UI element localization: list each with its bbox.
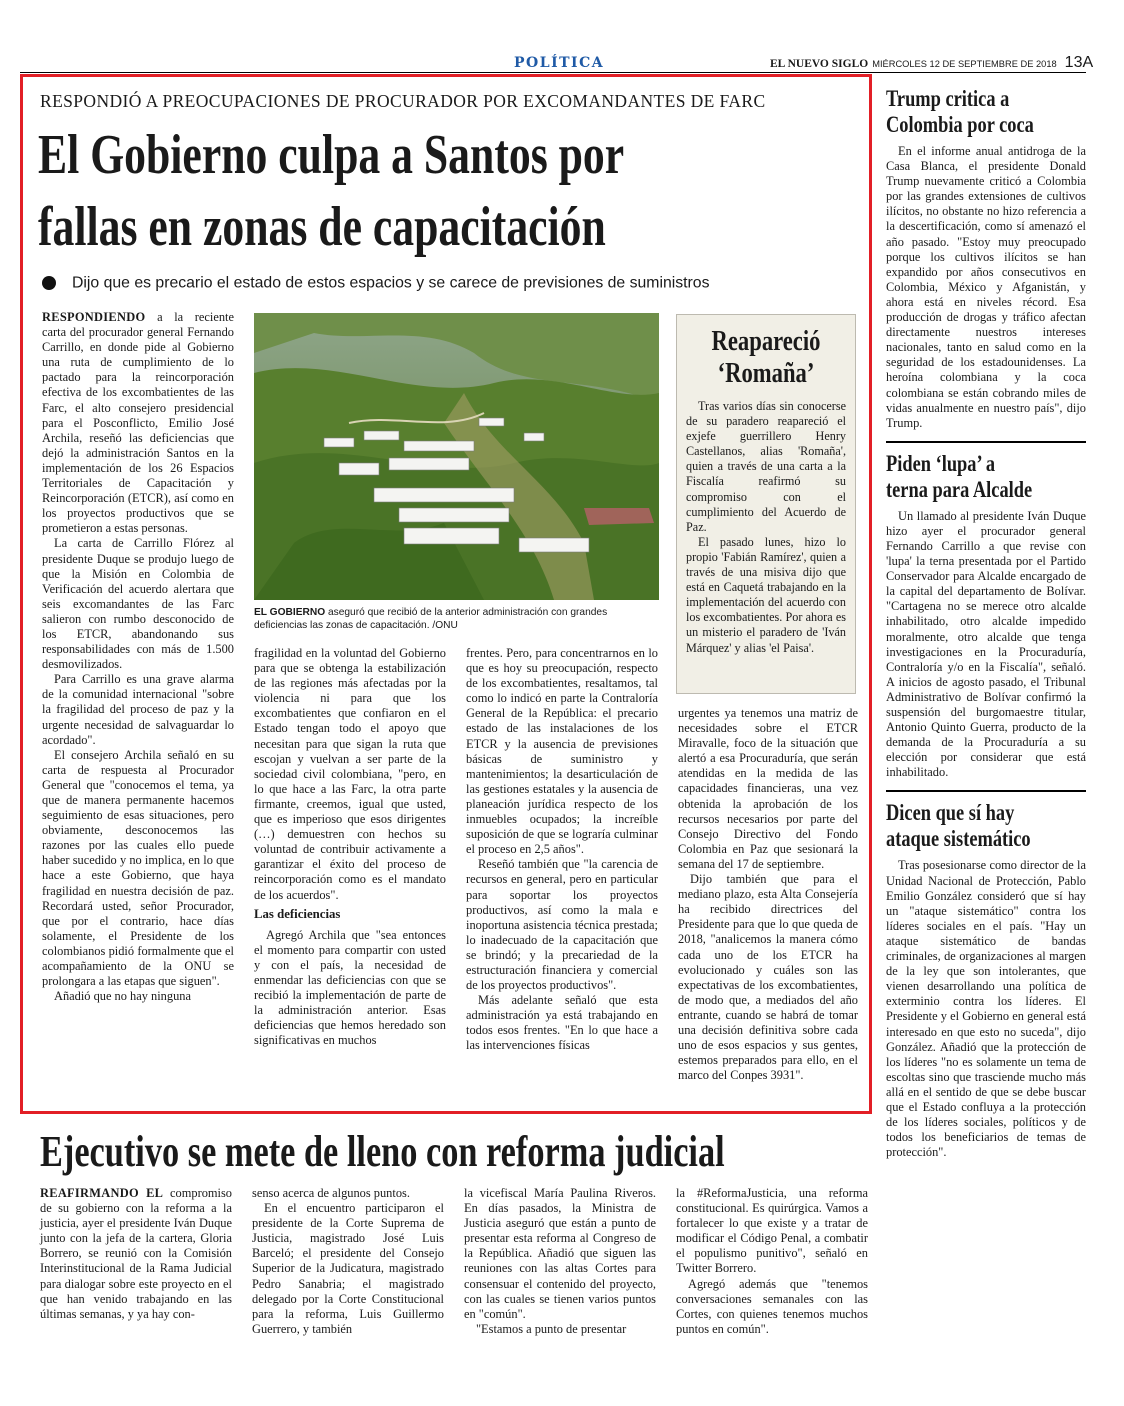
paragraph: Agregó Archila que "sea entonces el momento para compartir con usted y con el país, la necesidad de enmendar las deficiencias con que se recibió la implementación de parte de la administración anterior. Esas deficiencias que hemos heredado son significativas en muchos <box>254 927 446 1048</box>
subheading: Las deficiencias <box>254 906 341 921</box>
headline-line-2: fallas en zonas de capacitación <box>38 196 606 258</box>
headline-line-1: El Gobierno culpa a Santos por <box>38 124 625 186</box>
article-col-2 <box>254 646 446 1048</box>
landscape-illustration <box>254 313 659 600</box>
deck-text: Dijo que es precario el estado de estos espacios y se carece de previsiones de suministros <box>72 274 710 292</box>
lead-in: RESPONDIENDO <box>42 310 146 324</box>
brief-body: Un llamado al presidente Iván Duque hizo ayer el procurador general Fernando Carrillo a que revise con 'lupa' la terna presentada por el Partido Conservador para Alcalde encargado de la capital del departamento de Bolívar. "Cartagena no se merece otro alcalde inhabilitado, otro alcalde impedido moralmente, otro alcalde que tenga investigaciones en la Procuraduría, Contraloría y/o en la Fiscalía", señaló. A inicios de agosto pasado, el Tribunal Administrativo de Bolívar confirmó la suspensión del burgomaestre titular, Antonio Quinto Guerra, producto de la demanda de la Procuraduría a su elección por considerar que está inhabilitado. <box>886 508 1086 780</box>
paragraph: Para Carrillo es una grave alarma de la comunidad internacional "sobre la fragilidad del proceso de paz y la urgente necesidad de salvaguardar lo acordado". <box>42 672 234 747</box>
right-column <box>886 86 1086 1160</box>
page-number: 13A <box>1064 54 1094 71</box>
brief-title-line-2: terna para Alcalde <box>886 476 1033 502</box>
paragraph: La carta de Carrillo Flórez al presidente Duque se produjo luego de que la Misión en Colombia de Verificación del acuerdo alertara que seis excomandantes de las Farc salieron con rumbo desconocido de los ETCR, abandonando sus responsabilidades con más de 1.500 desmovilizados. <box>42 536 234 672</box>
brief-title-line-1: Trump critica a <box>886 86 1010 111</box>
paragraph: a la reciente carta del procurador general Fernando Carrillo, en donde pide al Gobierno una ruta de cumplimiento de lo pactado para la reincorporación efectiva de los excombatientes de las Farc, el alto consejero presidencial para el Posconflicto, Emilio José Archila, reseñó las deficiencias que dejó la administración Santos en la implementación de los 26 Espacios Territoriales de Capacitación y Reincorporación (ETCR), así como en los proyectos productivos que se prometieron a estas personas. <box>42 310 234 536</box>
masthead-rule <box>20 72 1086 73</box>
paragraph: Más adelante señaló que esta administración ya está trabajando en todos esos frentes. "En lo que hace a las intervenciones físicas <box>466 993 658 1053</box>
paragraph: senso acerca de algunos puntos. <box>252 1186 410 1200</box>
paragraph: frentes. Pero, para concentrarnos en lo que es hoy su preocupación, respecto de los excombatientes, resaltamos, tal como lo indicó en parte la Contraloría General de la República: el precario estado de las instalaciones de los ETCR y la ausencia de previsiones básicas de suministro y mantenimientos; la desarticulación de las gestiones estatales y la ausencia de planeación jurídica respecto de los inmuebles ocupados; la increíble suposición de que se lograría culminar el proceso en 2,5 años". <box>466 646 658 857</box>
paragraph: Reseñó también que "la carencia de recursos en general, pero en particular para soportar los proyectos productivos, así como la mala e inoportuna asistencia técnica prestada; lo inadecuado de la capacitación que se brindó; y la precariedad de la estructuración financiera y comercial de los proyectos productivos". <box>466 857 658 993</box>
brief-title-line-1: Dicen que sí hay <box>886 800 1015 826</box>
paragraph: Dijo también que para el mediano plazo, esta Alta Consejería ha recibido directrices del Presidente para que lo que queda de 2018, "analicemos la manera cómo cada uno de los ETCR ha evolucionado y cuáles son las expectativas de los excombatientes, de modo que, a mediados del año entrante, cuando se habrá de tomar una decisión definitiva sobre cada uno de esos espacios y sus gentes, estemos preparados para ello, en el marco del Conpes 3931". <box>678 872 858 1083</box>
article-col-4 <box>678 706 858 1083</box>
paragraph: Agregó además que "tenemos conversaciones semanales con las Cortes, con quienes tenemos muchos puntos en común". <box>676 1276 868 1336</box>
caption-text: aseguró que recibió de la anterior administración con grandes deficiencias las zonas de capacitación. /ONU <box>254 607 608 631</box>
brief-body: Tras posesionarse como director de la Unidad Nacional de Protección, Pablo Emilio González consideró que sí hay un "ataque sistemático" contra los líderes sociales en el país. "Hay un ataque sistemático de bandas criminales, de organizaciones al margen de la ley que son intolerantes, que vienen desarrollando una política de exterminio contra los líderes. El Presidente y el Gobierno en general está interesado en que esto no suceda", dijo González. Añadió que la protección de los líderes "no es solamente un tema de escoltas sino que trasciende mucho más allá en el sentido de que se debe buscar que el Estado confluya a la protección de los líderes sociales, políticos y de todos los beneficiarios de temas de protección". <box>886 858 1086 1160</box>
paragraph: urgentes ya tenemos una matriz de necesidades sobre el ETCR Miravalle, foco de la situación que alertó a esa Procuraduría, que serán atendidas en la medida de las capacidades financieras, una vez obtenida la aprobación de los recursos necesarios por parte del Consejo Directivo del Fondo Colombia en Paz que sesionará la semana del 17 de septiembre. <box>678 706 858 871</box>
kicker: RESPONDIÓ A PREOCUPACIONES DE PROCURADOR POR EXCOMANDANTES DE FARC <box>40 91 766 111</box>
paper-name: EL NUEVO SIGLO <box>770 58 869 70</box>
bottom-col-3 <box>464 1186 656 1337</box>
article-col-1 <box>42 310 234 1004</box>
bottom-col-1 <box>40 1186 232 1322</box>
bullet-dot <box>42 276 56 290</box>
masthead <box>770 54 1093 72</box>
deck <box>42 274 709 292</box>
brief-divider <box>886 790 1086 792</box>
paragraph: fragilidad en la voluntad del Gobierno para que se obtenga la estabilización de las regiones más afectadas por la violencia ni para que los excombatientes que confiaron en el Estado tengan todo el apoyo que necesitan para que sigan la ruta que escojan y vuelvan a ser parte de la sociedad civil colombiana, "pero, en lo que hace a las Farc, la otra parte firmante, creemos, igual que usted, que es imperioso que esos dirigentes (…) demuestren con hechos su voluntad de contribuir activamente a garantizar el éxito del proceso de reincorporación como es el mandato de los acuerdos". <box>254 646 446 902</box>
photo-caption <box>254 606 659 632</box>
bottom-col-2 <box>252 1186 444 1337</box>
lead-in: REAFIRMANDO EL <box>40 1186 164 1200</box>
paragraph: El pasado lunes, hizo lo propio 'Fabián Ramírez', quien a través de una misiva dijo que está en Caquetá trabajando en la implementación del acuerdo con los excombatientes. Por ahora es un misterio el paradero de 'Iván Márquez' y alias 'el Paisa'. <box>686 534 846 655</box>
brief-title-line-2: ataque sistemático <box>886 826 1031 852</box>
article-col-3 <box>466 646 658 1054</box>
sidebar-box <box>676 314 856 694</box>
section-label: POLÍTICA <box>514 55 605 71</box>
issue-date: MIÉRCOLES 12 DE SEPTIEMBRE DE 2018 <box>872 59 1057 69</box>
brief-title-line-1: Piden ‘lupa’ a <box>886 450 996 476</box>
bottom-col-4 <box>676 1186 868 1337</box>
brief-title-line-2: Colombia por coca <box>886 112 1034 137</box>
photo-zone-camp <box>254 313 659 600</box>
bottom-headline: Ejecutivo se mete de lleno con reforma judicial <box>40 1127 725 1176</box>
paragraph: Tras varios días sin conocerse de su paradero reapareció el exjefe guerrillero Henry Castellanos, alias 'Romaña', quien a través de una carta a la Fiscalía reafirmó su compromiso con el cumplimiento del Acuerdo de Paz. <box>686 399 846 534</box>
paragraph: compromiso de su gobierno con la reforma a la justicia, ayer el presidente Iván Duque junto con la jefa de la cartera, Gloria Borrero, se reunió con la Comisión Interinstitucional de la Rama Judicial para dialogar sobre este proyecto en el que han venido trabajando en las últimas semanas, y ya hay con- <box>40 1186 232 1321</box>
paragraph: la #ReformaJusticia, una reforma constitucional. Es quirúrgica. Vamos a fortalecer lo que existe y a tratar de modificar el Código Penal, a combatir el populismo punitivo", señaló en Twitter Borrero. <box>676 1186 868 1276</box>
brief-body: En el informe anual antidroga de la Casa Blanca, el presidente Donald Trump nuevamente criticó a Colombia por las grandes extensiones de cultivos ilícitos, no obstante no hizo referencia a la descertificación, como sí amenazó el año pasado. "Estoy muy preocupado porque los cultivos ilícitos se han expandido por años consecutivos en Colombia, México y Afganistán, y ahora está en niveles récord. Esa producción de drogas y tráfico afectan directamente nuestros intereses nacionales, tanto en salud como en la seguridad de los estadounidenses. La heroína colombiana y la coca colombiana se están cobrando miles de vidas anualmente en nuestro país", dijo Trump. <box>886 144 1086 430</box>
paragraph: la vicefiscal María Paulina Riveros. En días pasados, la Ministra de Justicia aseguró que están a punto de presentar esta reforma al Congreso de la República. Añadió que siguen las reuniones con las altas Cortes para consensuar el contenido del proyecto, con las cuales se tienen varios puntos en "común". <box>464 1186 656 1321</box>
brief-divider <box>886 441 1086 443</box>
paragraph: El consejero Archila señaló en su carta de respuesta al Procurador General que "conocemos el tema, ya que de manera permanente hacemos seguimiento de esas situaciones, pero obviamente, desconocemos las razones por las cuales ello puede haber sucedido y no implica, en lo que hace a este Gobierno, que haya fragilidad en nuestra decisión de paz. Recordará usted, señor Procurador, que por el contrario, hace días solamente, el Presidente de los colombianos pidió formalmente que el acompañamiento de la ONU se prolongara a las etapas que siguen". <box>42 747 234 989</box>
box-title-line-2: ‘Romaña’ <box>717 357 815 389</box>
paragraph: En el encuentro participaron el presidente de la Corte Suprema de Justicia, magistrado José Luis Barceló; el presidente del Consejo Superior de la Judicatura, magistrado Pedro Sanabria; el magistrado delegado por la Corte Constitucional para la reforma, Luis Guillermo Guerrero, y también <box>252 1201 444 1336</box>
caption-lead: EL GOBIERNO <box>254 607 326 618</box>
paragraph: "Estamos a punto de presentar <box>476 1321 627 1336</box>
box-title-line-1: Reapareció <box>711 325 821 357</box>
paragraph: Añadió que no hay ninguna <box>54 989 191 1004</box>
